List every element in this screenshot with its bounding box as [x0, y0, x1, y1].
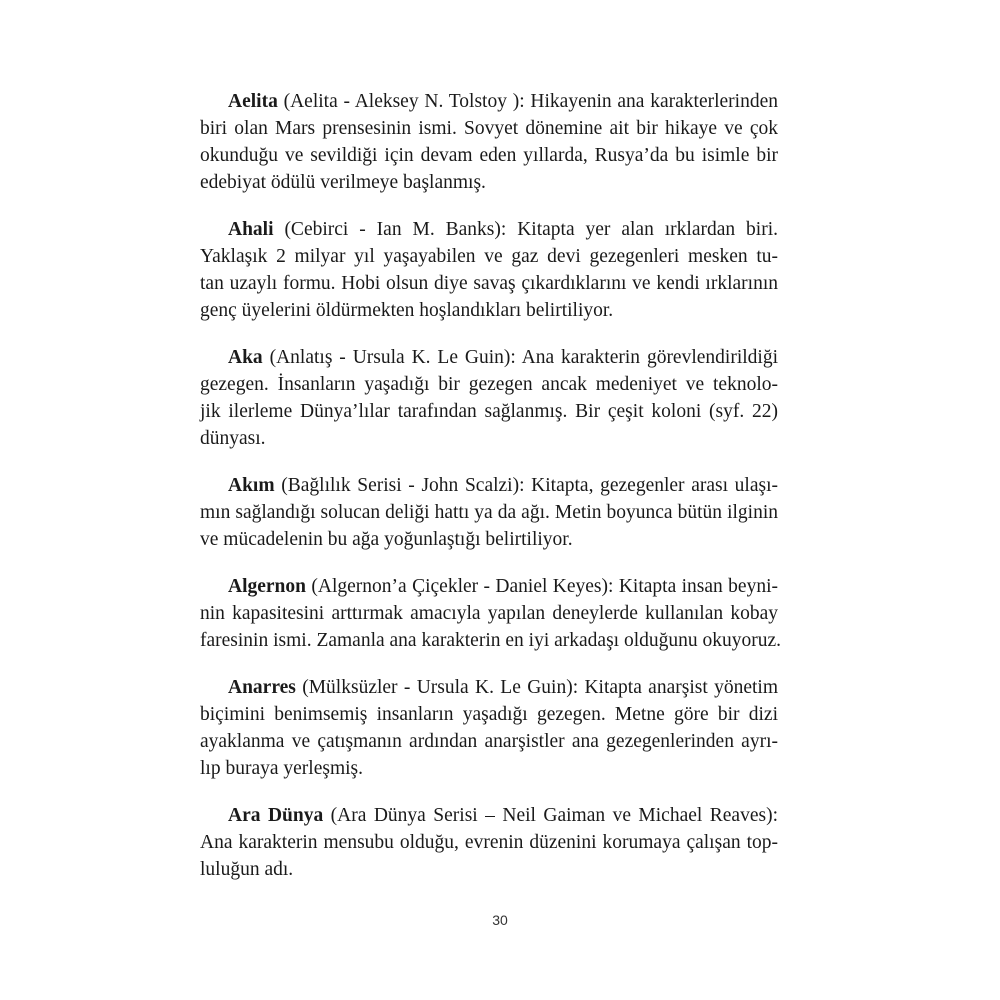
entry-term: Anarres [228, 677, 296, 698]
entry-line [200, 627, 782, 654]
entry-line [200, 216, 778, 243]
entry-line [200, 243, 778, 270]
entry-text: biçimini benimsemiş insanların yaşadığı gezegen. Metne göre bir dizi [200, 704, 778, 725]
entry-line [200, 297, 778, 324]
entry-text: genç üyelerini öldürmekten hoşlandıkları belirtiliyor. [200, 300, 614, 321]
glossary-entry [200, 344, 778, 452]
entry-text: ayaklanma ve çatışmanın ardından anarşistler ana gezegenlerinden ayrı- [200, 731, 778, 752]
entry-text: (Bağlılık Serisi - John Scalzi): Kitapta, gezegenler arası ulaşı- [274, 475, 778, 496]
entry-line [200, 802, 778, 829]
entry-text: edebiyat ödülü verilmeye başlanmış. [200, 172, 486, 193]
entry-line [200, 270, 778, 297]
entry-term: Algernon [228, 576, 306, 597]
entry-line [200, 573, 778, 600]
entry-text: luluğun adı. [200, 859, 294, 880]
page-body [200, 88, 782, 903]
entry-line [200, 499, 778, 526]
entry-term: Ara Dünya [228, 805, 324, 826]
entry-text: nin kapasitesini arttırmak amacıyla yapılan deneylerde kullanılan kobay [200, 603, 778, 624]
glossary-entry [200, 472, 778, 553]
entry-text: ve mücadelenin bu ağa yoğunlaştığı belirtiliyor. [200, 529, 573, 550]
entry-term: Aelita [228, 91, 278, 112]
entry-line [200, 115, 778, 142]
entry-text: mın sağlandığı solucan deliği hattı ya da ağı. Metin boyunca bütün ilginin [200, 502, 778, 523]
entry-text: (Anlatış - Ursula K. Le Guin): Ana karakterin görevlendirildiği [262, 347, 778, 368]
entry-line [200, 526, 778, 553]
entry-line [200, 398, 778, 425]
page-number: 30 [492, 912, 508, 928]
entry-line [200, 600, 778, 627]
entry-line [200, 169, 778, 196]
entry-text: (Aelita - Aleksey N. Tolstoy ): Hikayenin ana karakterlerinden [277, 91, 778, 112]
entry-line [200, 755, 778, 782]
entry-text: (Ara Dünya Serisi – Neil Gaiman ve Michael Reaves): [323, 805, 778, 826]
entry-line [200, 142, 778, 169]
entry-text: okunduğu ve sevildiği için devam eden yıllarda, Rusya’da bu isimle bir [200, 145, 778, 166]
entry-line [200, 728, 778, 755]
entry-line [200, 472, 778, 499]
entry-text: tan uzaylı formu. Hobi olsun diye savaş çıkardıklarını ve kendi ırklarının [200, 273, 778, 294]
entry-text: lıp buraya yerleşmiş. [200, 758, 363, 779]
entry-line [200, 88, 778, 115]
glossary-entry [200, 88, 778, 196]
entry-text: Ana karakterin mensubu olduğu, evrenin düzenini korumaya çalışan top- [200, 832, 778, 853]
glossary-entry [200, 674, 778, 782]
glossary-entry [200, 573, 782, 654]
entry-text: biri olan Mars prensesinin ismi. Sovyet dönemine ait bir hikaye ve çok [200, 118, 778, 139]
entry-term: Aka [228, 347, 263, 368]
entry-line [200, 701, 778, 728]
entry-text: faresinin ismi. Zamanla ana karakterin en iyi arkadaşı olduğunu okuyoruz. [200, 630, 782, 651]
glossary-entry [200, 802, 778, 883]
entry-term: Akım [228, 475, 275, 496]
entry-text: Yaklaşık 2 milyar yıl yaşayabilen ve gaz devi gezegenleri mesken tu- [200, 246, 778, 267]
entry-line [200, 829, 778, 856]
entry-text: jik ilerleme Dünya’lılar tarafından sağlanmış. Bir çeşit koloni (syf. 22) [200, 401, 778, 422]
entry-text: (Mülksüzler - Ursula K. Le Guin): Kitapta anarşist yönetim [295, 677, 778, 698]
entry-line [200, 674, 778, 701]
entry-text: gezegen. İnsanların yaşadığı bir gezegen ancak medeniyet ve teknolo- [200, 374, 778, 395]
entry-line [200, 371, 778, 398]
entry-text: (Algernon’a Çiçekler - Daniel Keyes): Kitapta insan beyni- [306, 576, 778, 597]
entry-text: (Cebirci - Ian M. Banks): Kitapta yer alan ırklardan biri. [273, 219, 778, 240]
entry-text: dünyası. [200, 428, 266, 449]
glossary-entry [200, 216, 778, 324]
entry-term: Ahali [228, 219, 274, 240]
entry-line [200, 425, 778, 452]
entry-line [200, 856, 778, 883]
entry-line [200, 344, 778, 371]
